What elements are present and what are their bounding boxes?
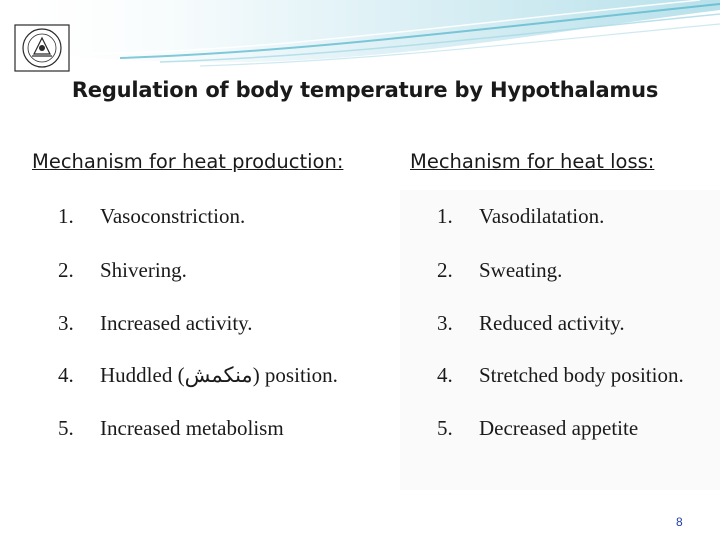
- item-text: Sweating.: [479, 258, 563, 282]
- slide-title: Regulation of body temperature by Hypothalamus: [71, 78, 659, 102]
- item-text: Stretched body position.: [479, 363, 684, 387]
- header-wave-banner: [0, 0, 720, 80]
- item-text: Increased metabolism: [100, 416, 284, 440]
- item-number: 1.: [437, 204, 453, 228]
- item-text: Vasoconstriction.: [100, 204, 246, 228]
- university-seal-icon: [14, 24, 70, 72]
- item-number: 4.: [437, 363, 453, 387]
- item-number: 3.: [437, 311, 453, 335]
- heat-production-heading: Mechanism for heat production:: [32, 150, 344, 173]
- item-number: 3.: [58, 311, 74, 335]
- item-text: Vasodilatation.: [479, 204, 605, 228]
- item-number: 2.: [58, 258, 74, 282]
- item-number: 5.: [437, 416, 453, 440]
- item-text: Huddled (منكمش) position.: [100, 363, 338, 387]
- item-number: 2.: [437, 258, 453, 282]
- item-number: 4.: [58, 363, 74, 387]
- right-column-panel: [400, 190, 720, 490]
- item-text: Reduced activity.: [479, 311, 625, 335]
- item-text: Decreased appetite: [479, 416, 639, 440]
- heat-loss-heading: Mechanism for heat loss:: [410, 150, 655, 173]
- item-text: Increased activity.: [100, 311, 253, 335]
- item-number: 5.: [58, 416, 74, 440]
- item-text: Shivering.: [100, 258, 187, 282]
- item-number: 1.: [58, 204, 74, 228]
- page-number: 8: [676, 515, 683, 529]
